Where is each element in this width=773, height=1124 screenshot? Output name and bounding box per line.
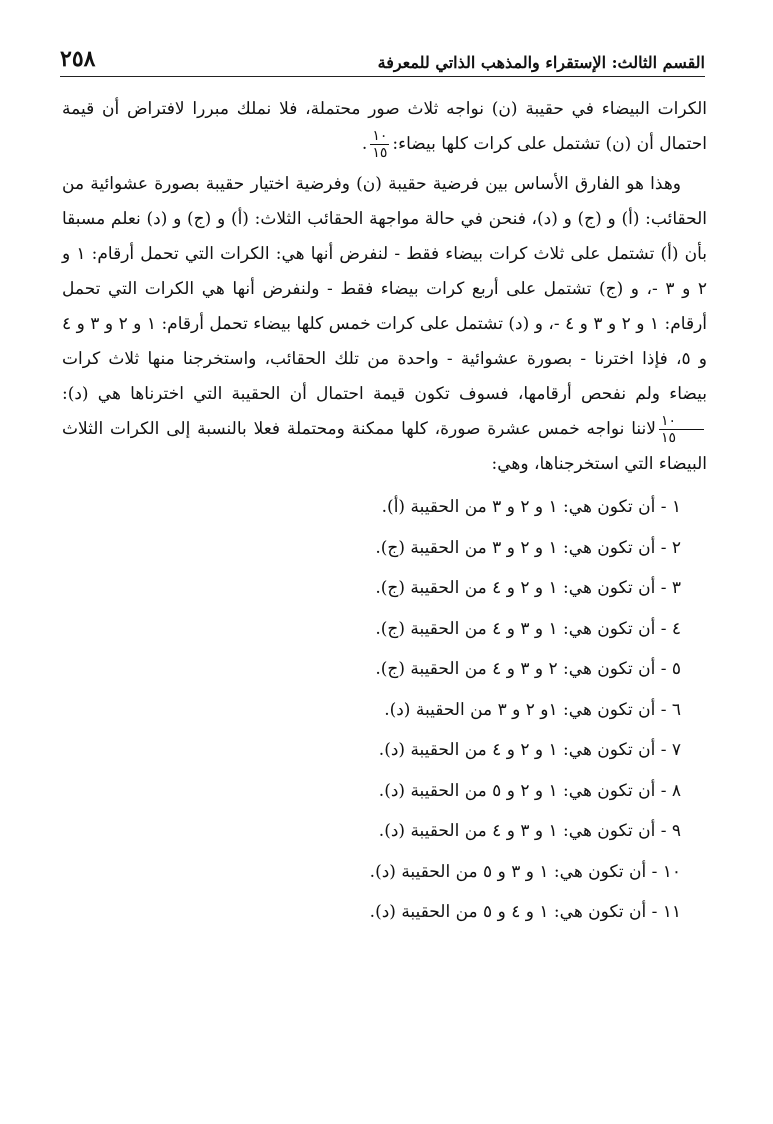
list-item: ٤ - أن تكون هي: ١ و ٣ و ٤ من الحقيبة (ج). [375,618,681,639]
running-title: القسم الثالث: الإستقراء والمذهب الذاتي للمعرفة [377,53,705,72]
fraction-denominator: ١٥ [659,429,704,445]
paragraph-2-text-before: وهذا هو الفارق الأساس بين فرضية حقيبة (ن) وفرضية اختيار حقيبة بصورة عشوائية من الحقائب: (أ) و (ج) و (د)، فنحن في حالة مواجهة الحقائب الثلاث: (أ) و (ج) و (د) نعلم مسبقا بأن (أ) تشتمل على ثلاث كرات بيضاء فقط - لنفرض أنها هي: الكرات التي تحمل أرقام: ١ و ٢ و ٣ -، و (ج) تشتمل على أربع كرات بيضاء فقط - ولنفرض أنها هي الكرات التي تحمل أرقام: ١ و ٢ و ٣ و ٤ -، و (د) تشتمل على كرات خمس كلها بيضاء تحمل أرقام: ١ و ٢ و ٣ و ٤ و ٥، فإذا اخترنا - بصورة عشوائية - واحدة من تلك الحقائب، واستخرجنا منها ثلاث كرات بيضاء ولم نفحص أرقامها، فسوف تكون قيمة احتمال أن الحقيبة التي اخترناها هي (د): [62,174,707,404]
list-item: ٣ - أن تكون هي: ١ و ٢ و ٤ من الحقيبة (ج). [375,578,681,598]
list-item: ٢ - أن تكون هي: ١ و ٢ و ٣ من الحقيبة (ج). [375,537,681,558]
running-header [60,38,705,77]
list-item: ١ - أن تكون هي: ١ و ٢ و ٣ من الحقيبة (أ). [381,497,681,517]
list-item: ٥ - أن تكون هي: ٢ و ٣ و ٤ من الحقيبة (ج). [375,659,681,679]
list-item: ٩ - أن تكون هي: ١ و ٣ و ٤ من الحقيبة (د). [378,821,681,841]
cases-list [62,487,707,933]
list-item: ١١ - أن تكون هي: ١ و ٤ و ٥ من الحقيبة (د). [369,902,681,922]
fraction [659,414,704,445]
fraction-numerator: ١٠ [372,128,388,144]
paragraph-1-text: الكرات البيضاء في حقيبة (ن) نواجه ثلاث صور محتملة، فلا نملك مبررا لافتراض أن قيمة احتمال أن (ن) تشتمل على كرات كلها بيضاء: [62,99,707,154]
paragraph-2 [62,167,707,482]
fraction-numerator: ١٠ [660,413,676,429]
fraction [370,129,389,160]
body-text [62,92,707,933]
fraction-denominator: ١٥ [372,145,388,161]
paragraph-2-text-after: لاننا نواجه خمس عشرة صورة، كلها ممكنة ومحتملة فعلا بالنسبة إلى الكرات الثلاث البيضاء التي استخرجناها، وهي: [62,419,707,474]
paragraph-1-end: . [361,134,368,154]
paragraph-1 [62,92,707,162]
list-item: ٨ - أن تكون هي: ١ و ٢ و ٥ من الحقيبة (د). [378,780,681,801]
list-item: ٧ - أن تكون هي: ١ و ٢ و ٤ من الحقيبة (د). [378,740,681,760]
list-item: ١٠ - أن تكون هي: ١ و ٣ و ٥ من الحقيبة (د). [369,861,681,882]
list-item: ٦ - أن تكون هي: ١و ٢ و ٣ من الحقيبة (د). [384,699,681,720]
page-number: ٢٥٨ [60,46,96,72]
